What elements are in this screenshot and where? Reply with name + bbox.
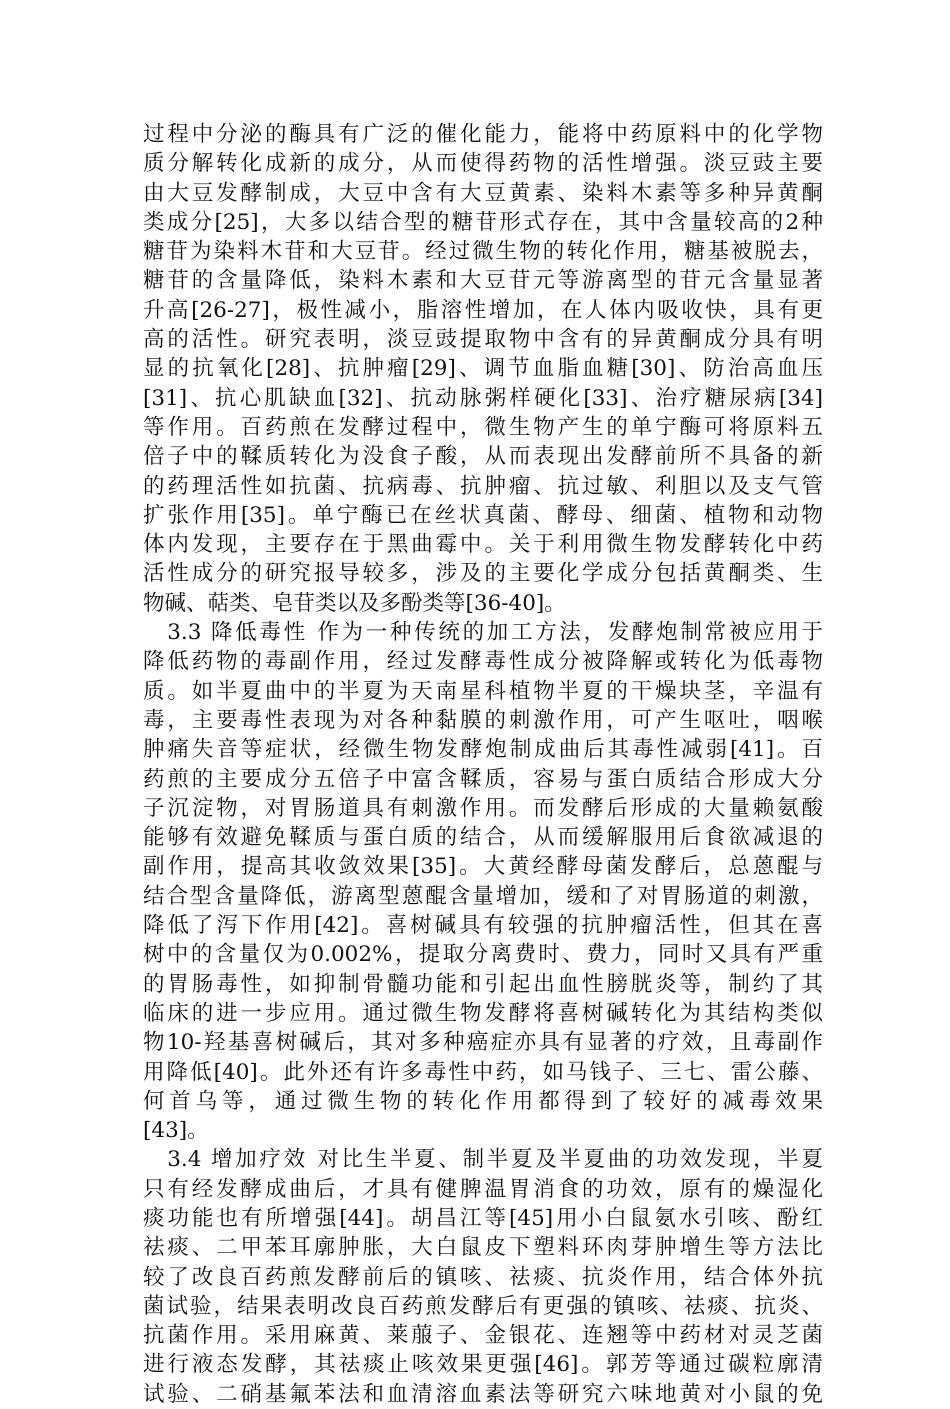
text-line: 进行液态发酵，其祛痰止咳效果更强[46]。郭芳等通过碳粒廓清 [143, 1352, 823, 1378]
text-line: 降低了泻下作用[42]。喜树碱具有较强的抗肿瘤活性，但其在喜 [143, 913, 823, 939]
text-line: 子沉淀物，对胃肠道具有刺激作用。而发酵后形成的大量赖氨酸 [143, 795, 823, 821]
text-line: 用降低[40]。此外还有许多毒性中药，如马钱子、三七、雷公藤、 [143, 1059, 823, 1085]
text-line: 毒，主要毒性表现为对各种黏膜的刺激作用，可产生呕吐，咽喉 [143, 707, 823, 733]
text-line: 痰功能也有所增强[44]。胡昌江等[45]用小白鼠氨水引咳、酚红 [143, 1205, 823, 1231]
text-line: 的药理活性如抗菌、抗病毒、抗肿瘤、抗过敏、利胆以及支气管 [143, 473, 823, 499]
section-heading-line: 3.4 增加疗效 对比生半夏、制半夏及半夏曲的功效发现，半夏 [143, 1147, 823, 1173]
text-line: [31]、抗心肌缺血[32]、抗动脉粥样硬化[33]、治疗糖尿病[34] [143, 385, 823, 411]
text-line: 结合型含量降低，游离型蒽醌含量增加，缓和了对胃肠道的刺激， [143, 883, 823, 909]
text-line: 祛痰、二甲苯耳廓肿胀，大白鼠皮下塑料环肉芽肿增生等方法比 [143, 1235, 823, 1261]
text-line: 副作用，提高其收敛效果[35]。大黄经酵母菌发酵后，总蒽醌与 [143, 854, 823, 880]
text-line: 由大豆发酵制成，大豆中含有大豆黄素、染料木素等多种异黄酮 [143, 180, 823, 206]
text-line: 过程中分泌的酶具有广泛的催化能力，能将中药原料中的化学物 [143, 122, 823, 147]
text-line: 抗菌作用。采用麻黄、莱菔子、金银花、连翘等中药材对灵芝菌 [143, 1323, 823, 1349]
section-heading-line: 3.3 降低毒性 作为一种传统的加工方法，发酵炮制常被应用于 [143, 620, 823, 646]
text-line: 菌试验，结果表明改良百药煎发酵后有更强的镇咳、祛痰、抗炎、 [143, 1293, 823, 1319]
text-line: 物10-羟基喜树碱后，其对多种癌症亦具有显著的疗效，且毒副作 [143, 1030, 823, 1056]
text-line: 体内发现，主要存在于黑曲霉中。关于利用微生物发酵转化中药 [143, 532, 823, 558]
text-line: 只有经发酵成曲后，才具有健脾温胃消食的功效，原有的燥湿化 [143, 1176, 823, 1202]
text-line: 临床的进一步应用。通过微生物发酵将喜树碱转化为其结构类似 [143, 1000, 823, 1026]
text-line: 药煎的主要成分五倍子中富含鞣质，容易与蛋白质结合形成大分 [143, 766, 823, 792]
text-line: 等作用。百药煎在发酵过程中，微生物产生的单宁酶可将原料五 [143, 414, 823, 440]
text-line: 倍子中的鞣质转化为没食子酸，从而表现出发酵前所不具备的新 [143, 444, 823, 470]
text-line: 扩张作用[35]。单宁酶已在丝状真菌、酵母、细菌、植物和动物 [143, 502, 823, 528]
text-line: 质分解转化成新的成分，从而使得药物的活性增强。淡豆豉主要 [143, 151, 823, 177]
text-line: 高的活性。研究表明，淡豆豉提取物中含有的异黄酮成分具有明 [143, 327, 823, 353]
text-line: 何首乌等，通过微生物的转化作用都得到了较好的减毒效果 [143, 1088, 823, 1114]
text-line: 的胃肠毒性，如抑制骨髓功能和引起出血性膀胱炎等，制约了其 [143, 971, 823, 997]
text-line: 树中的含量仅为0.002%，提取分离费时、费力，同时又具有严重 [143, 942, 823, 968]
text-line: 物碱、萜类、皂苷类以及多酚类等[36-40]。 [143, 590, 566, 616]
text-line: 显的抗氧化[28]、抗肿瘤[29]、调节血脂血糖[30]、防治高血压 [143, 356, 823, 382]
text-line: 质。如半夏曲中的半夏为天南星科植物半夏的干燥块茎，辛温有 [143, 678, 823, 704]
text-line: 肿痛失音等症状，经微生物发酵炮制成曲后其毒性减弱[41]。百 [143, 737, 823, 763]
text-line: 糖苷的含量降低，染料木素和大豆苷元等游离型的苷元含量显著 [143, 268, 823, 294]
text-line: 较了改良百药煎发酵前后的镇咳、祛痰、抗炎作用，结合体外抗 [143, 1264, 823, 1290]
text-line: 试验、二硝基氟苯法和血清溶血素法等研究六味地黄对小鼠的免 [143, 1381, 823, 1407]
body-text [143, 120, 823, 1409]
text-line: 类成分[25]，大多以结合型的糖苷形式存在，其中含量较高的2种 [143, 209, 823, 235]
text-line: 活性成分的研究报导较多，涉及的主要化学成分包括黄酮类、生 [143, 561, 823, 587]
text-line: 降低药物的毒副作用，经过发酵毒性成分被降解或转化为低毒物 [143, 649, 823, 675]
text-line: 能够有效避免鞣质与蛋白质的结合，从而缓解服用后食欲减退的 [143, 825, 823, 851]
text-line: 升高[26-27]，极性减小，脂溶性增加，在人体内吸收快，具有更 [143, 297, 823, 323]
text-line: 糖苷为染料木苷和大豆苷。经过微生物的转化作用，糖基被脱去， [143, 239, 823, 265]
text-line: [43]。 [143, 1118, 209, 1144]
